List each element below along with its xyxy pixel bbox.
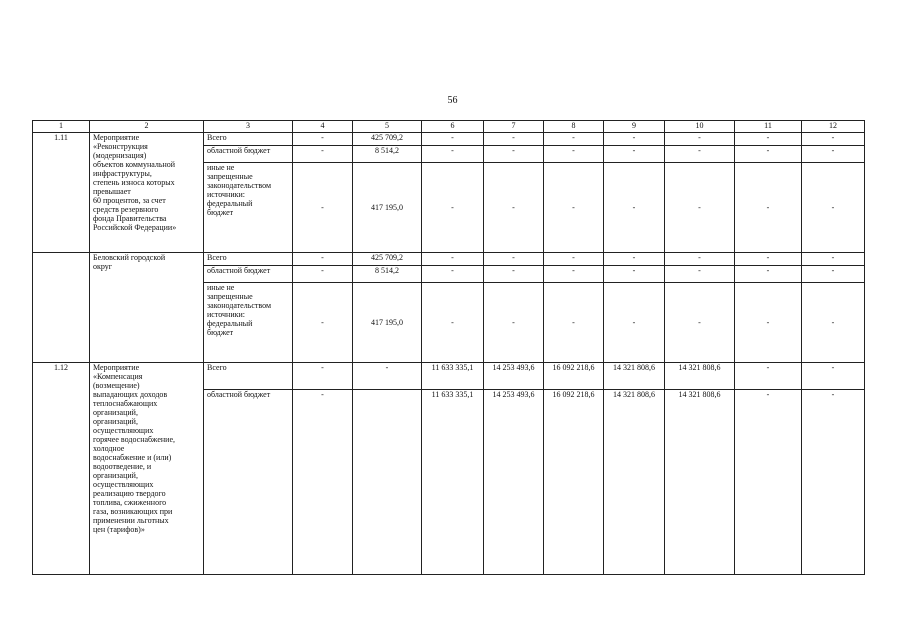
value-cell-col-7: -	[484, 133, 544, 146]
value-cell-col-8: -	[544, 146, 604, 163]
value-cell-col-8: -	[544, 283, 604, 363]
value-cell-col-5	[353, 390, 422, 575]
value-cell-col-9: -	[604, 266, 665, 283]
section-name-text: Мероприятие «Реконструкция (модернизация) объектов коммунальной инфраструктуры, степень износа которых превышает 60 процентов, за счет средств резервного фонда Правительства Российской Федерации»	[93, 133, 177, 232]
value-cell-col-5: -	[353, 363, 422, 390]
value-cell-col-9: -	[604, 253, 665, 266]
value-cell-col-9: 14 321 808,6	[604, 390, 665, 575]
value-cell-col-9: -	[604, 146, 665, 163]
header-cell-8: 8	[544, 121, 604, 133]
value-cell-col-11: -	[735, 146, 802, 163]
value-cell-col-10: -	[665, 163, 735, 253]
value-cell-col-7: 14 253 493,6	[484, 390, 544, 575]
value-cell-col-5: 425 709,2	[353, 253, 422, 266]
value-cell-col-10: -	[665, 133, 735, 146]
value-cell-col-10: -	[665, 283, 735, 363]
header-cell-6: 6	[422, 121, 484, 133]
value-cell-col-6: -	[422, 283, 484, 363]
section-number	[33, 253, 90, 363]
value-cell-col-10: 14 321 808,6	[665, 390, 735, 575]
value-cell-col-10: -	[665, 146, 735, 163]
section-name-text: Беловский городской округ	[93, 253, 166, 271]
value-cell-col-5: 417 195,0	[353, 163, 422, 253]
value-cell-col-11: -	[735, 133, 802, 146]
header-cell-7: 7	[484, 121, 544, 133]
header-cell-12: 12	[802, 121, 865, 133]
value-cell-col-4: -	[293, 283, 353, 363]
section-name	[90, 253, 204, 363]
header-cell-2: 2	[90, 121, 204, 133]
value-cell-col-11: -	[735, 266, 802, 283]
section-number: 1.12	[33, 363, 90, 575]
table-header-row	[33, 121, 865, 133]
funding-source: областной бюджет	[204, 146, 293, 163]
value-cell-col-6: -	[422, 266, 484, 283]
value-cell-col-8: -	[544, 266, 604, 283]
value-cell-col-6: -	[422, 133, 484, 146]
value-cell-col-8: 16 092 218,6	[544, 390, 604, 575]
value-cell-col-6: -	[422, 146, 484, 163]
page-number: 56	[447, 95, 458, 106]
value-cell-col-6: -	[422, 163, 484, 253]
value-cell-col-12: -	[802, 266, 865, 283]
value-cell-col-7: -	[484, 146, 544, 163]
funding-source: Всего	[204, 133, 293, 146]
section-name	[90, 363, 204, 575]
value-cell-col-9: -	[604, 163, 665, 253]
value-cell-col-12: -	[802, 146, 865, 163]
value-cell-col-7: -	[484, 283, 544, 363]
value-cell-col-12: -	[802, 283, 865, 363]
funding-source: иные не запрещенные законодательством источники: федеральный бюджет	[204, 163, 293, 253]
value-cell-col-4: -	[293, 266, 353, 283]
value-cell-col-11: -	[735, 363, 802, 390]
value-cell-col-9: 14 321 808,6	[604, 363, 665, 390]
value-cell-col-9: -	[604, 133, 665, 146]
value-cell-col-5: 8 514,2	[353, 146, 422, 163]
value-cell-col-6: 11 633 335,1	[422, 363, 484, 390]
value-cell-col-9: -	[604, 283, 665, 363]
table-row	[33, 133, 865, 146]
header-cell-9: 9	[604, 121, 665, 133]
value-cell-col-4: -	[293, 146, 353, 163]
value-cell-col-7: -	[484, 266, 544, 283]
value-cell-col-11: -	[735, 283, 802, 363]
table-row	[33, 253, 865, 266]
funding-source: иные не запрещенные законодательством источники: федеральный бюджет	[204, 283, 293, 363]
value-cell-col-7: -	[484, 253, 544, 266]
section-name-text: Мероприятие «Компенсация (возмещение) выпадающих доходов теплоснабжающих организаций, организаций, осуществляющих горячее водоснабжение, холодное водоснабжение и (или) водоотведение, и организаций, осуществляющих реализацию твердого топлива, сжиженного газа, возникающих при применении льготных цен (тарифов)»	[93, 363, 175, 534]
value-cell-col-11: -	[735, 163, 802, 253]
value-cell-col-6: -	[422, 253, 484, 266]
value-cell-col-8: -	[544, 253, 604, 266]
funding-source: Всего	[204, 253, 293, 266]
funding-source: областной бюджет	[204, 266, 293, 283]
header-cell-11: 11	[735, 121, 802, 133]
section-number: 1.11	[33, 133, 90, 253]
header-cell-1: 1	[33, 121, 90, 133]
header-cell-3: 3	[204, 121, 293, 133]
value-cell-col-12: -	[802, 390, 865, 575]
value-cell-col-4: -	[293, 133, 353, 146]
value-cell-col-7: 14 253 493,6	[484, 363, 544, 390]
value-cell-col-12: -	[802, 133, 865, 146]
value-cell-col-5: 417 195,0	[353, 283, 422, 363]
value-cell-col-8: -	[544, 163, 604, 253]
funding-source: областной бюджет	[204, 390, 293, 575]
value-cell-col-10: -	[665, 266, 735, 283]
value-cell-col-7: -	[484, 163, 544, 253]
value-cell-col-12: -	[802, 253, 865, 266]
table-row	[33, 363, 865, 390]
header-cell-10: 10	[665, 121, 735, 133]
value-cell-col-11: -	[735, 390, 802, 575]
section-name	[90, 133, 204, 253]
header-cell-4: 4	[293, 121, 353, 133]
value-cell-col-4: -	[293, 390, 353, 575]
value-cell-col-11: -	[735, 253, 802, 266]
value-cell-col-12: -	[802, 163, 865, 253]
funding-source: Всего	[204, 363, 293, 390]
value-cell-col-8: 16 092 218,6	[544, 363, 604, 390]
value-cell-col-10: -	[665, 253, 735, 266]
value-cell-col-10: 14 321 808,6	[665, 363, 735, 390]
value-cell-col-5: 425 709,2	[353, 133, 422, 146]
value-cell-col-4: -	[293, 363, 353, 390]
value-cell-col-4: -	[293, 163, 353, 253]
table-body	[33, 121, 865, 575]
value-cell-col-8: -	[544, 133, 604, 146]
value-cell-col-6: 11 633 335,1	[422, 390, 484, 575]
value-cell-col-12: -	[802, 363, 865, 390]
budget-table	[32, 120, 865, 575]
value-cell-col-5: 8 514,2	[353, 266, 422, 283]
value-cell-col-4: -	[293, 253, 353, 266]
header-cell-5: 5	[353, 121, 422, 133]
